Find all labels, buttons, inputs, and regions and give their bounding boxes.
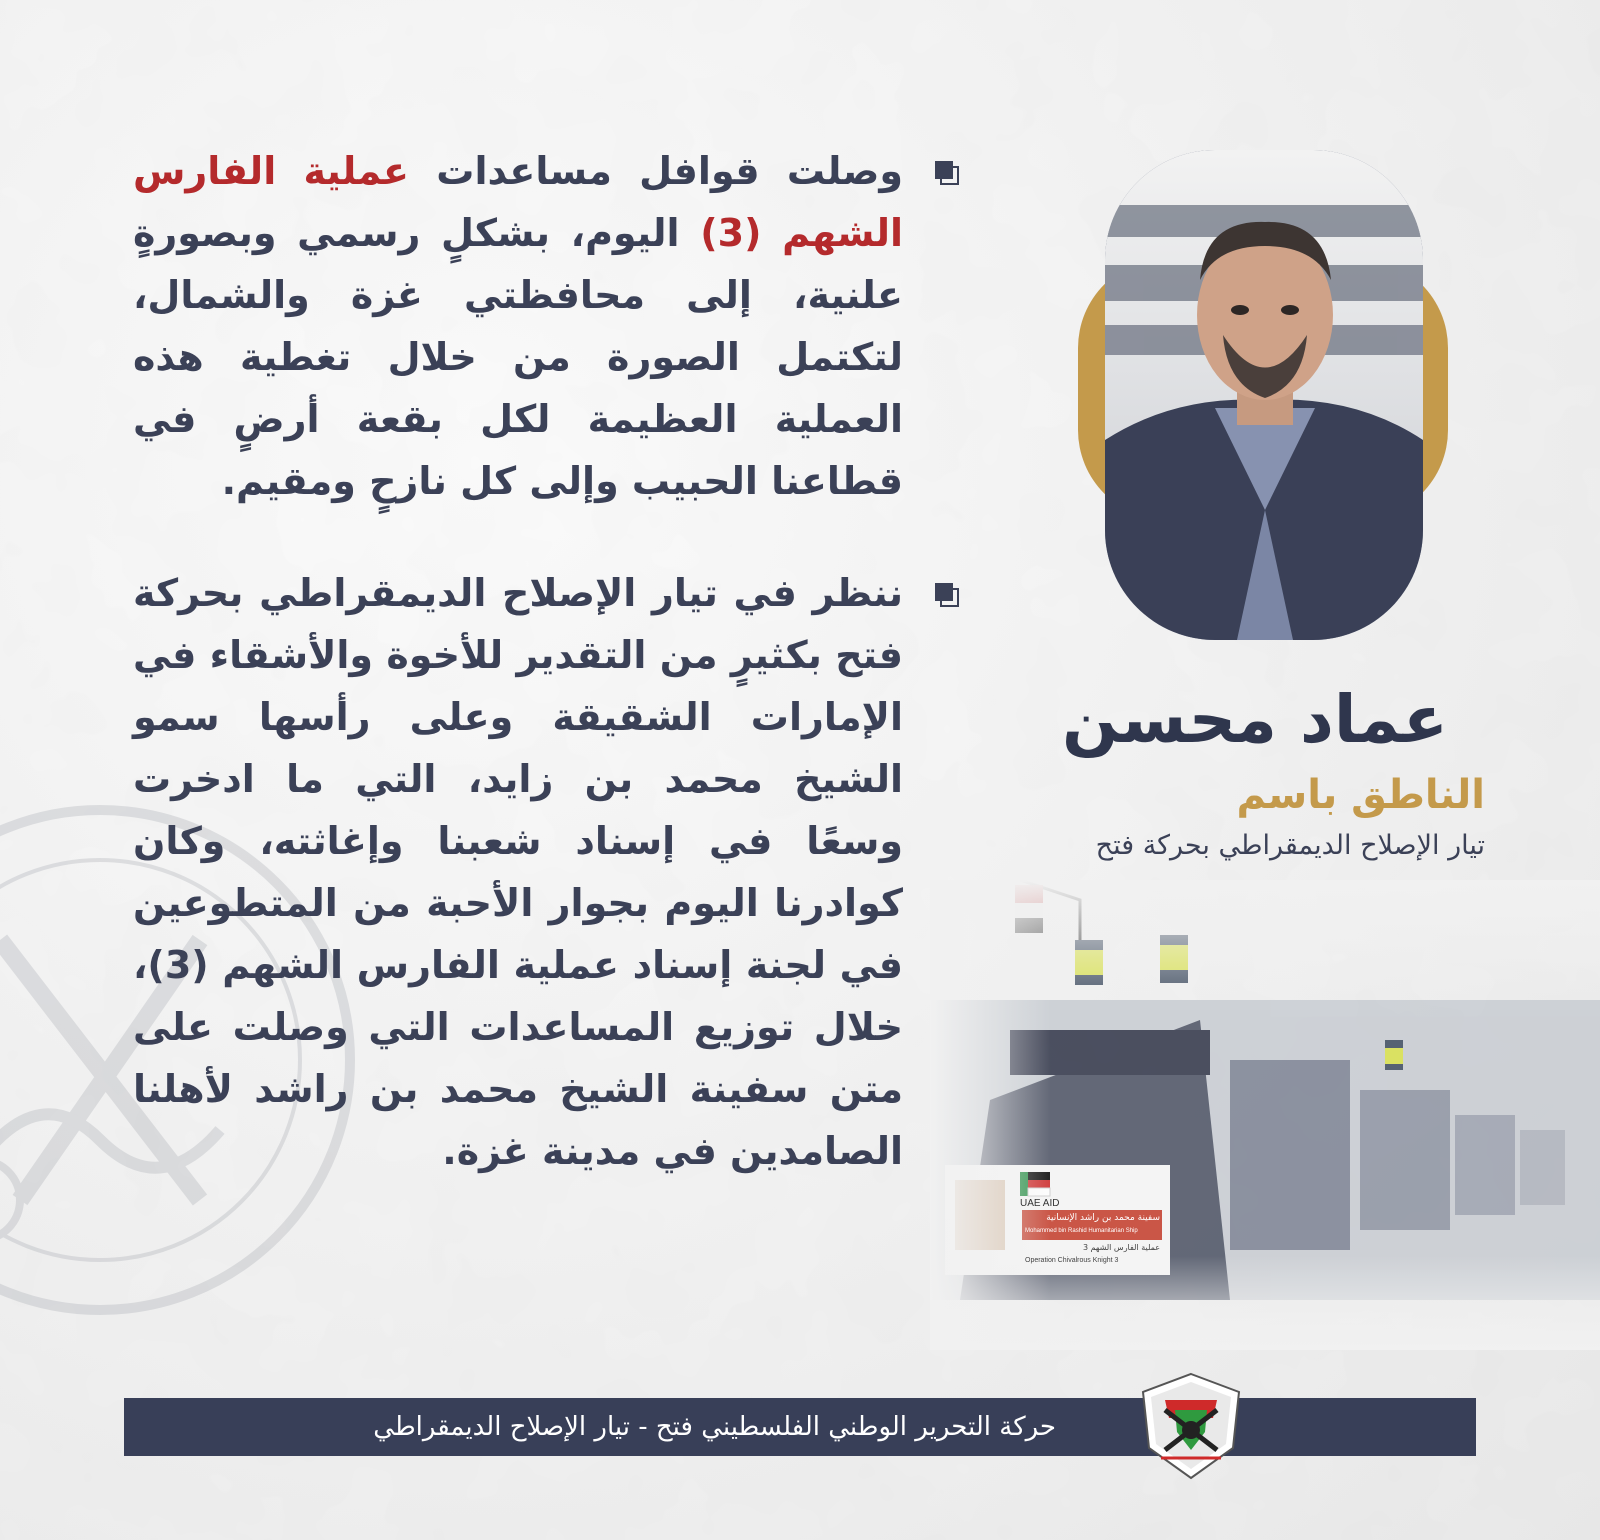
footer-bar	[124, 1398, 1476, 1456]
speaker-role: الناطق باسم	[1236, 772, 1485, 818]
paragraph-1-text-after: اليوم، بشكلٍ رسمي وبصورةٍ علنية، إلى محافظتي غزة والشمال، لتكتمل الصورة من خلال تغطية هذه العملية العظيمة لكل بقعة أرضٍ في قطاعنا الحبيب وإلى كل نازحٍ ومقيم.	[133, 211, 903, 503]
footer-text: حركة التحرير الوطني الفلسطيني فتح - تيار الإصلاح الديمقراطي	[373, 1412, 1056, 1442]
aid-convoy-photo	[930, 880, 1600, 1350]
banner-line-3: عملية الفارس الشهم 3	[1082, 1243, 1160, 1252]
banner-line-2: Mohammed bin Rashid Humanitarian Ship	[1025, 1228, 1138, 1234]
paragraph-1	[133, 140, 903, 512]
speaker-affiliation: تيار الإصلاح الديمقراطي بحركة فتح	[1095, 830, 1485, 861]
banner-brand: UAE AID	[1020, 1198, 1060, 1209]
bullet-square-icon	[935, 161, 959, 185]
paragraph-2-text: ننظر في تيار الإصلاح الديمقراطي بحركة فتح بكثيرٍ من التقدير للأخوة والأشقاء في الإمارات الشقيقة وعلى رأسها سمو الشيخ محمد بن زايد، التي ما ادخرت وسعًا في إسناد شعبنا وإغاثته، وكان كوادرنا اليوم بجوار الأحبة من المتطوعين في لجنة إسناد عملية الفارس الشهم (3)، خلال توزيع المساعدات التي وصلت على متن سفينة الشيخ محمد بن راشد لأهلنا الصامدين في مدينة غزة.	[133, 571, 903, 1173]
fatah-logo-icon	[1135, 1370, 1247, 1482]
paragraph-1-text-before: وصلت قوافل مساعدات	[409, 149, 903, 193]
statement-text	[133, 140, 903, 1182]
bullet-square-icon	[935, 583, 959, 607]
banner-line-1: سفينة محمد بن راشد الإنسانية	[1046, 1213, 1160, 1223]
speaker-portrait	[1105, 150, 1423, 640]
paragraph-1-highlight: عملية الفارس الشهم (3)	[133, 149, 903, 255]
paragraph-2	[133, 562, 903, 1182]
banner-line-4: Operation Chivalrous Knight 3	[1025, 1257, 1119, 1264]
speaker-name: عماد محسن	[1062, 681, 1448, 758]
